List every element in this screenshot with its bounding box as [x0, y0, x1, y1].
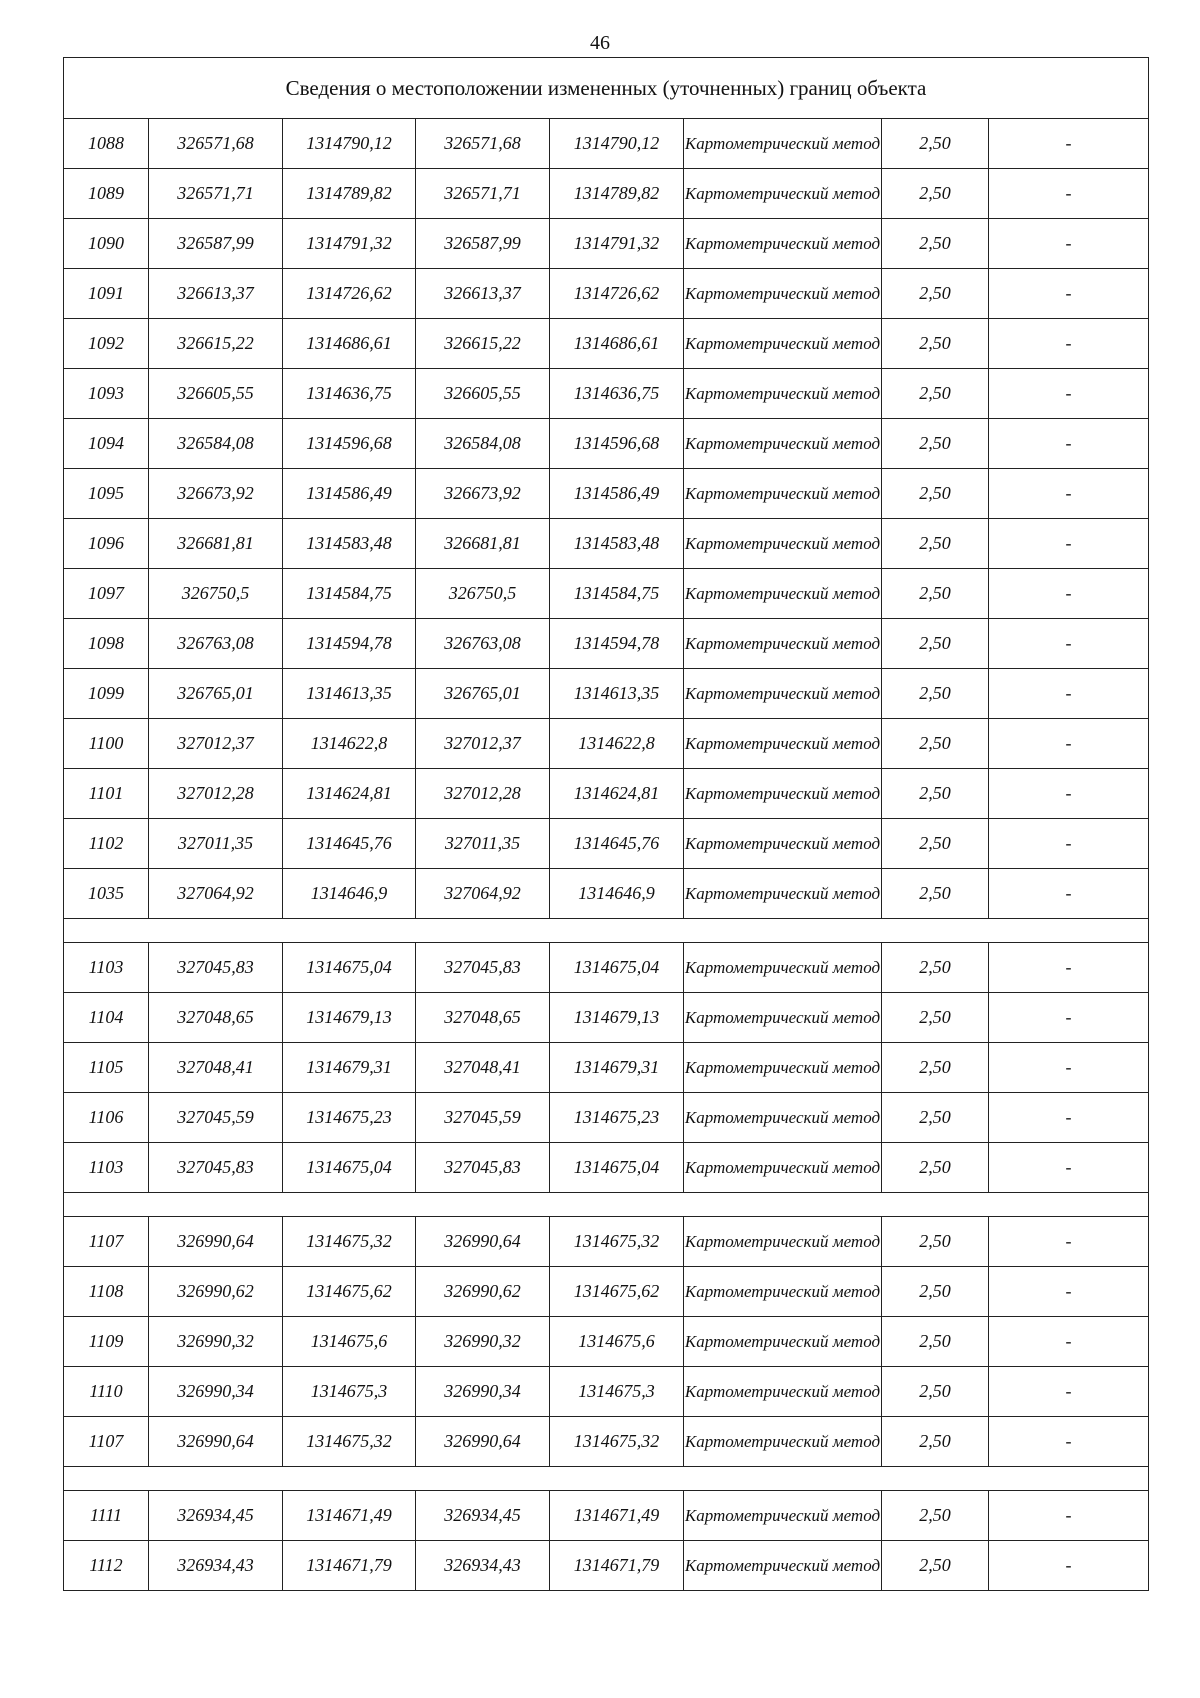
- table-row: [64, 719, 1149, 769]
- accuracy-cell: 2,50: [882, 669, 989, 719]
- y-existing-cell: 1314613,35: [283, 669, 416, 719]
- accuracy-cell: 2,50: [882, 1217, 989, 1267]
- y-existing-cell: 1314671,49: [283, 1491, 416, 1541]
- x-existing-cell: 326615,22: [149, 319, 283, 369]
- point-number-cell: 1102: [64, 819, 149, 869]
- x-existing-cell: 327045,59: [149, 1093, 283, 1143]
- description-cell: -: [989, 993, 1149, 1043]
- accuracy-cell: 2,50: [882, 419, 989, 469]
- x-existing-cell: 326990,64: [149, 1417, 283, 1467]
- method-cell: Картометрический метод: [684, 269, 882, 319]
- method-cell: Картометрический метод: [684, 1267, 882, 1317]
- y-new-cell: 1314675,3: [550, 1367, 684, 1417]
- description-cell: -: [989, 469, 1149, 519]
- table-row: [64, 419, 1149, 469]
- point-number-cell: 1092: [64, 319, 149, 369]
- method-cell: Картометрический метод: [684, 769, 882, 819]
- y-existing-cell: 1314675,6: [283, 1317, 416, 1367]
- method-cell: Картометрический метод: [684, 469, 882, 519]
- method-cell: Картометрический метод: [684, 1217, 882, 1267]
- y-new-cell: 1314586,49: [550, 469, 684, 519]
- method-cell: Картометрический метод: [684, 1043, 882, 1093]
- description-cell: -: [989, 1317, 1149, 1367]
- y-new-cell: 1314636,75: [550, 369, 684, 419]
- y-existing-cell: 1314645,76: [283, 819, 416, 869]
- y-new-cell: 1314726,62: [550, 269, 684, 319]
- y-new-cell: 1314596,68: [550, 419, 684, 469]
- x-existing-cell: 326571,71: [149, 169, 283, 219]
- x-new-cell: 327048,65: [416, 993, 550, 1043]
- y-existing-cell: 1314790,12: [283, 119, 416, 169]
- description-cell: -: [989, 1093, 1149, 1143]
- method-cell: Картометрический метод: [684, 719, 882, 769]
- y-new-cell: 1314791,32: [550, 219, 684, 269]
- y-existing-cell: 1314596,68: [283, 419, 416, 469]
- y-new-cell: 1314594,78: [550, 619, 684, 669]
- y-new-cell: 1314583,48: [550, 519, 684, 569]
- point-number-cell: 1110: [64, 1367, 149, 1417]
- x-existing-cell: 327045,83: [149, 1143, 283, 1193]
- y-existing-cell: 1314675,04: [283, 1143, 416, 1193]
- x-new-cell: 327011,35: [416, 819, 550, 869]
- x-new-cell: 327045,83: [416, 1143, 550, 1193]
- method-cell: Картометрический метод: [684, 419, 882, 469]
- table-row: [64, 943, 1149, 993]
- y-new-cell: 1314675,6: [550, 1317, 684, 1367]
- description-cell: -: [989, 219, 1149, 269]
- x-new-cell: 326615,22: [416, 319, 550, 369]
- table-row: [64, 869, 1149, 919]
- accuracy-cell: 2,50: [882, 1317, 989, 1367]
- y-existing-cell: 1314622,8: [283, 719, 416, 769]
- description-cell: -: [989, 319, 1149, 369]
- accuracy-cell: 2,50: [882, 469, 989, 519]
- method-cell: Картометрический метод: [684, 219, 882, 269]
- table-row: [64, 1217, 1149, 1267]
- y-new-cell: 1314671,79: [550, 1541, 684, 1591]
- table-row: [64, 1491, 1149, 1541]
- x-new-cell: 326934,43: [416, 1541, 550, 1591]
- point-number-cell: 1035: [64, 869, 149, 919]
- accuracy-cell: 2,50: [882, 769, 989, 819]
- y-new-cell: 1314645,76: [550, 819, 684, 869]
- description-cell: -: [989, 1367, 1149, 1417]
- accuracy-cell: 2,50: [882, 869, 989, 919]
- x-new-cell: 326613,37: [416, 269, 550, 319]
- x-existing-cell: 326990,64: [149, 1217, 283, 1267]
- table-row: [64, 219, 1149, 269]
- x-new-cell: 326990,64: [416, 1417, 550, 1467]
- y-new-cell: 1314622,8: [550, 719, 684, 769]
- y-new-cell: 1314679,31: [550, 1043, 684, 1093]
- table-row: [64, 569, 1149, 619]
- point-number-cell: 1103: [64, 1143, 149, 1193]
- x-new-cell: 326934,45: [416, 1491, 550, 1541]
- table-row: [64, 1043, 1149, 1093]
- x-new-cell: 327012,37: [416, 719, 550, 769]
- y-existing-cell: 1314675,3: [283, 1367, 416, 1417]
- y-existing-cell: 1314679,31: [283, 1043, 416, 1093]
- description-cell: -: [989, 869, 1149, 919]
- x-existing-cell: 326584,08: [149, 419, 283, 469]
- point-number-cell: 1095: [64, 469, 149, 519]
- x-existing-cell: 327048,41: [149, 1043, 283, 1093]
- method-cell: Картометрический метод: [684, 1093, 882, 1143]
- accuracy-cell: 2,50: [882, 119, 989, 169]
- accuracy-cell: 2,50: [882, 1367, 989, 1417]
- accuracy-cell: 2,50: [882, 169, 989, 219]
- description-cell: -: [989, 769, 1149, 819]
- accuracy-cell: 2,50: [882, 943, 989, 993]
- description-cell: -: [989, 943, 1149, 993]
- y-new-cell: 1314675,62: [550, 1267, 684, 1317]
- table-title-row: [64, 58, 1149, 119]
- accuracy-cell: 2,50: [882, 1093, 989, 1143]
- table-row: [64, 119, 1149, 169]
- table-row: [64, 1541, 1149, 1591]
- y-new-cell: 1314789,82: [550, 169, 684, 219]
- method-cell: Картометрический метод: [684, 1317, 882, 1367]
- x-new-cell: 326571,71: [416, 169, 550, 219]
- accuracy-cell: 2,50: [882, 569, 989, 619]
- y-existing-cell: 1314679,13: [283, 993, 416, 1043]
- page-number: 46: [590, 32, 610, 54]
- table-row: [64, 369, 1149, 419]
- description-cell: -: [989, 369, 1149, 419]
- y-new-cell: 1314613,35: [550, 669, 684, 719]
- contour-separator-row: [64, 1193, 1149, 1217]
- y-existing-cell: 1314789,82: [283, 169, 416, 219]
- description-cell: -: [989, 719, 1149, 769]
- method-cell: Картометрический метод: [684, 1367, 882, 1417]
- y-existing-cell: 1314586,49: [283, 469, 416, 519]
- point-number-cell: 1105: [64, 1043, 149, 1093]
- x-new-cell: 327045,59: [416, 1093, 550, 1143]
- description-cell: -: [989, 669, 1149, 719]
- method-cell: Картометрический метод: [684, 943, 882, 993]
- description-cell: -: [989, 1143, 1149, 1193]
- table-row: [64, 319, 1149, 369]
- point-number-cell: 1089: [64, 169, 149, 219]
- y-existing-cell: 1314791,32: [283, 219, 416, 269]
- contour-separator-row: [64, 919, 1149, 943]
- point-number-cell: 1090: [64, 219, 149, 269]
- method-cell: Картометрический метод: [684, 1491, 882, 1541]
- y-new-cell: 1314675,04: [550, 943, 684, 993]
- method-cell: Картометрический метод: [684, 619, 882, 669]
- x-new-cell: 326681,81: [416, 519, 550, 569]
- method-cell: Картометрический метод: [684, 369, 882, 419]
- point-number-cell: 1112: [64, 1541, 149, 1591]
- table-row: [64, 519, 1149, 569]
- point-number-cell: 1091: [64, 269, 149, 319]
- y-existing-cell: 1314594,78: [283, 619, 416, 669]
- point-number-cell: 1101: [64, 769, 149, 819]
- y-existing-cell: 1314646,9: [283, 869, 416, 919]
- table-row: [64, 1367, 1149, 1417]
- y-existing-cell: 1314636,75: [283, 369, 416, 419]
- x-new-cell: 326750,5: [416, 569, 550, 619]
- method-cell: Картометрический метод: [684, 1541, 882, 1591]
- x-existing-cell: 326681,81: [149, 519, 283, 569]
- y-existing-cell: 1314671,79: [283, 1541, 416, 1591]
- table-row: [64, 1317, 1149, 1367]
- x-existing-cell: 326613,37: [149, 269, 283, 319]
- y-new-cell: 1314686,61: [550, 319, 684, 369]
- description-cell: -: [989, 119, 1149, 169]
- y-existing-cell: 1314584,75: [283, 569, 416, 619]
- y-new-cell: 1314584,75: [550, 569, 684, 619]
- x-new-cell: 326990,32: [416, 1317, 550, 1367]
- x-new-cell: 327048,41: [416, 1043, 550, 1093]
- table-row: [64, 1143, 1149, 1193]
- point-number-cell: 1094: [64, 419, 149, 469]
- accuracy-cell: 2,50: [882, 993, 989, 1043]
- table-row: [64, 669, 1149, 719]
- description-cell: -: [989, 1491, 1149, 1541]
- description-cell: -: [989, 619, 1149, 669]
- accuracy-cell: 2,50: [882, 319, 989, 369]
- y-new-cell: 1314671,49: [550, 1491, 684, 1541]
- accuracy-cell: 2,50: [882, 519, 989, 569]
- method-cell: Картометрический метод: [684, 1417, 882, 1467]
- x-existing-cell: 326990,62: [149, 1267, 283, 1317]
- x-existing-cell: 326750,5: [149, 569, 283, 619]
- accuracy-cell: 2,50: [882, 1043, 989, 1093]
- y-new-cell: 1314675,32: [550, 1217, 684, 1267]
- point-number-cell: 1099: [64, 669, 149, 719]
- point-number-cell: 1093: [64, 369, 149, 419]
- x-existing-cell: 327012,37: [149, 719, 283, 769]
- y-existing-cell: 1314675,32: [283, 1417, 416, 1467]
- method-cell: Картометрический метод: [684, 569, 882, 619]
- contour-separator-cell: [64, 1467, 1149, 1491]
- accuracy-cell: 2,50: [882, 1143, 989, 1193]
- x-existing-cell: 326934,43: [149, 1541, 283, 1591]
- x-new-cell: 326990,62: [416, 1267, 550, 1317]
- table-row: [64, 169, 1149, 219]
- x-new-cell: 326765,01: [416, 669, 550, 719]
- point-number-cell: 1104: [64, 993, 149, 1043]
- y-existing-cell: 1314675,04: [283, 943, 416, 993]
- y-existing-cell: 1314624,81: [283, 769, 416, 819]
- point-number-cell: 1097: [64, 569, 149, 619]
- method-cell: Картометрический метод: [684, 869, 882, 919]
- method-cell: Картометрический метод: [684, 819, 882, 869]
- x-new-cell: 327012,28: [416, 769, 550, 819]
- x-new-cell: 326571,68: [416, 119, 550, 169]
- table-row: [64, 993, 1149, 1043]
- boundary-coordinates-table: [63, 57, 1149, 1591]
- accuracy-cell: 2,50: [882, 819, 989, 869]
- y-new-cell: 1314675,04: [550, 1143, 684, 1193]
- x-new-cell: 327064,92: [416, 869, 550, 919]
- method-cell: Картометрический метод: [684, 519, 882, 569]
- x-existing-cell: 326990,32: [149, 1317, 283, 1367]
- contour-separator-cell: [64, 919, 1149, 943]
- point-number-cell: 1109: [64, 1317, 149, 1367]
- x-existing-cell: 326763,08: [149, 619, 283, 669]
- x-existing-cell: 326587,99: [149, 219, 283, 269]
- table-row: [64, 269, 1149, 319]
- x-new-cell: 326990,34: [416, 1367, 550, 1417]
- method-cell: Картометрический метод: [684, 993, 882, 1043]
- point-number-cell: 1100: [64, 719, 149, 769]
- description-cell: -: [989, 569, 1149, 619]
- point-number-cell: 1096: [64, 519, 149, 569]
- contour-separator-cell: [64, 1193, 1149, 1217]
- y-new-cell: 1314675,23: [550, 1093, 684, 1143]
- accuracy-cell: 2,50: [882, 1417, 989, 1467]
- accuracy-cell: 2,50: [882, 369, 989, 419]
- method-cell: Картометрический метод: [684, 1143, 882, 1193]
- y-new-cell: 1314790,12: [550, 119, 684, 169]
- x-new-cell: 326584,08: [416, 419, 550, 469]
- table-row: [64, 769, 1149, 819]
- point-number-cell: 1111: [64, 1491, 149, 1541]
- description-cell: -: [989, 519, 1149, 569]
- point-number-cell: 1098: [64, 619, 149, 669]
- table-row: [64, 469, 1149, 519]
- table-row: [64, 1417, 1149, 1467]
- description-cell: -: [989, 1217, 1149, 1267]
- x-existing-cell: 326605,55: [149, 369, 283, 419]
- x-existing-cell: 326990,34: [149, 1367, 283, 1417]
- description-cell: -: [989, 1417, 1149, 1467]
- x-new-cell: 326763,08: [416, 619, 550, 669]
- accuracy-cell: 2,50: [882, 269, 989, 319]
- table-row: [64, 819, 1149, 869]
- method-cell: Картометрический метод: [684, 119, 882, 169]
- x-new-cell: 326587,99: [416, 219, 550, 269]
- y-new-cell: 1314624,81: [550, 769, 684, 819]
- y-existing-cell: 1314583,48: [283, 519, 416, 569]
- description-cell: -: [989, 419, 1149, 469]
- accuracy-cell: 2,50: [882, 619, 989, 669]
- x-new-cell: 326673,92: [416, 469, 550, 519]
- method-cell: Картометрический метод: [684, 319, 882, 369]
- point-number-cell: 1106: [64, 1093, 149, 1143]
- table-title: Сведения о местоположении измененных (уточненных) границ объекта: [64, 58, 1149, 119]
- x-existing-cell: 327011,35: [149, 819, 283, 869]
- x-new-cell: 326990,64: [416, 1217, 550, 1267]
- x-existing-cell: 326934,45: [149, 1491, 283, 1541]
- point-number-cell: 1088: [64, 119, 149, 169]
- accuracy-cell: 2,50: [882, 219, 989, 269]
- y-existing-cell: 1314726,62: [283, 269, 416, 319]
- table-row: [64, 1093, 1149, 1143]
- description-cell: -: [989, 1541, 1149, 1591]
- x-existing-cell: 326571,68: [149, 119, 283, 169]
- y-existing-cell: 1314675,23: [283, 1093, 416, 1143]
- table-row: [64, 619, 1149, 669]
- y-existing-cell: 1314675,62: [283, 1267, 416, 1317]
- x-existing-cell: 327048,65: [149, 993, 283, 1043]
- y-existing-cell: 1314686,61: [283, 319, 416, 369]
- point-number-cell: 1103: [64, 943, 149, 993]
- point-number-cell: 1108: [64, 1267, 149, 1317]
- table-row: [64, 1267, 1149, 1317]
- accuracy-cell: 2,50: [882, 1491, 989, 1541]
- y-new-cell: 1314646,9: [550, 869, 684, 919]
- point-number-cell: 1107: [64, 1217, 149, 1267]
- x-existing-cell: 327045,83: [149, 943, 283, 993]
- y-new-cell: 1314675,32: [550, 1417, 684, 1467]
- description-cell: -: [989, 1043, 1149, 1093]
- x-existing-cell: 327064,92: [149, 869, 283, 919]
- method-cell: Картометрический метод: [684, 169, 882, 219]
- point-number-cell: 1107: [64, 1417, 149, 1467]
- contour-separator-row: [64, 1467, 1149, 1491]
- x-existing-cell: 327012,28: [149, 769, 283, 819]
- description-cell: -: [989, 169, 1149, 219]
- method-cell: Картометрический метод: [684, 669, 882, 719]
- y-existing-cell: 1314675,32: [283, 1217, 416, 1267]
- accuracy-cell: 2,50: [882, 1267, 989, 1317]
- description-cell: -: [989, 819, 1149, 869]
- description-cell: -: [989, 269, 1149, 319]
- description-cell: -: [989, 1267, 1149, 1317]
- accuracy-cell: 2,50: [882, 1541, 989, 1591]
- x-new-cell: 327045,83: [416, 943, 550, 993]
- accuracy-cell: 2,50: [882, 719, 989, 769]
- x-new-cell: 326605,55: [416, 369, 550, 419]
- x-existing-cell: 326673,92: [149, 469, 283, 519]
- x-existing-cell: 326765,01: [149, 669, 283, 719]
- y-new-cell: 1314679,13: [550, 993, 684, 1043]
